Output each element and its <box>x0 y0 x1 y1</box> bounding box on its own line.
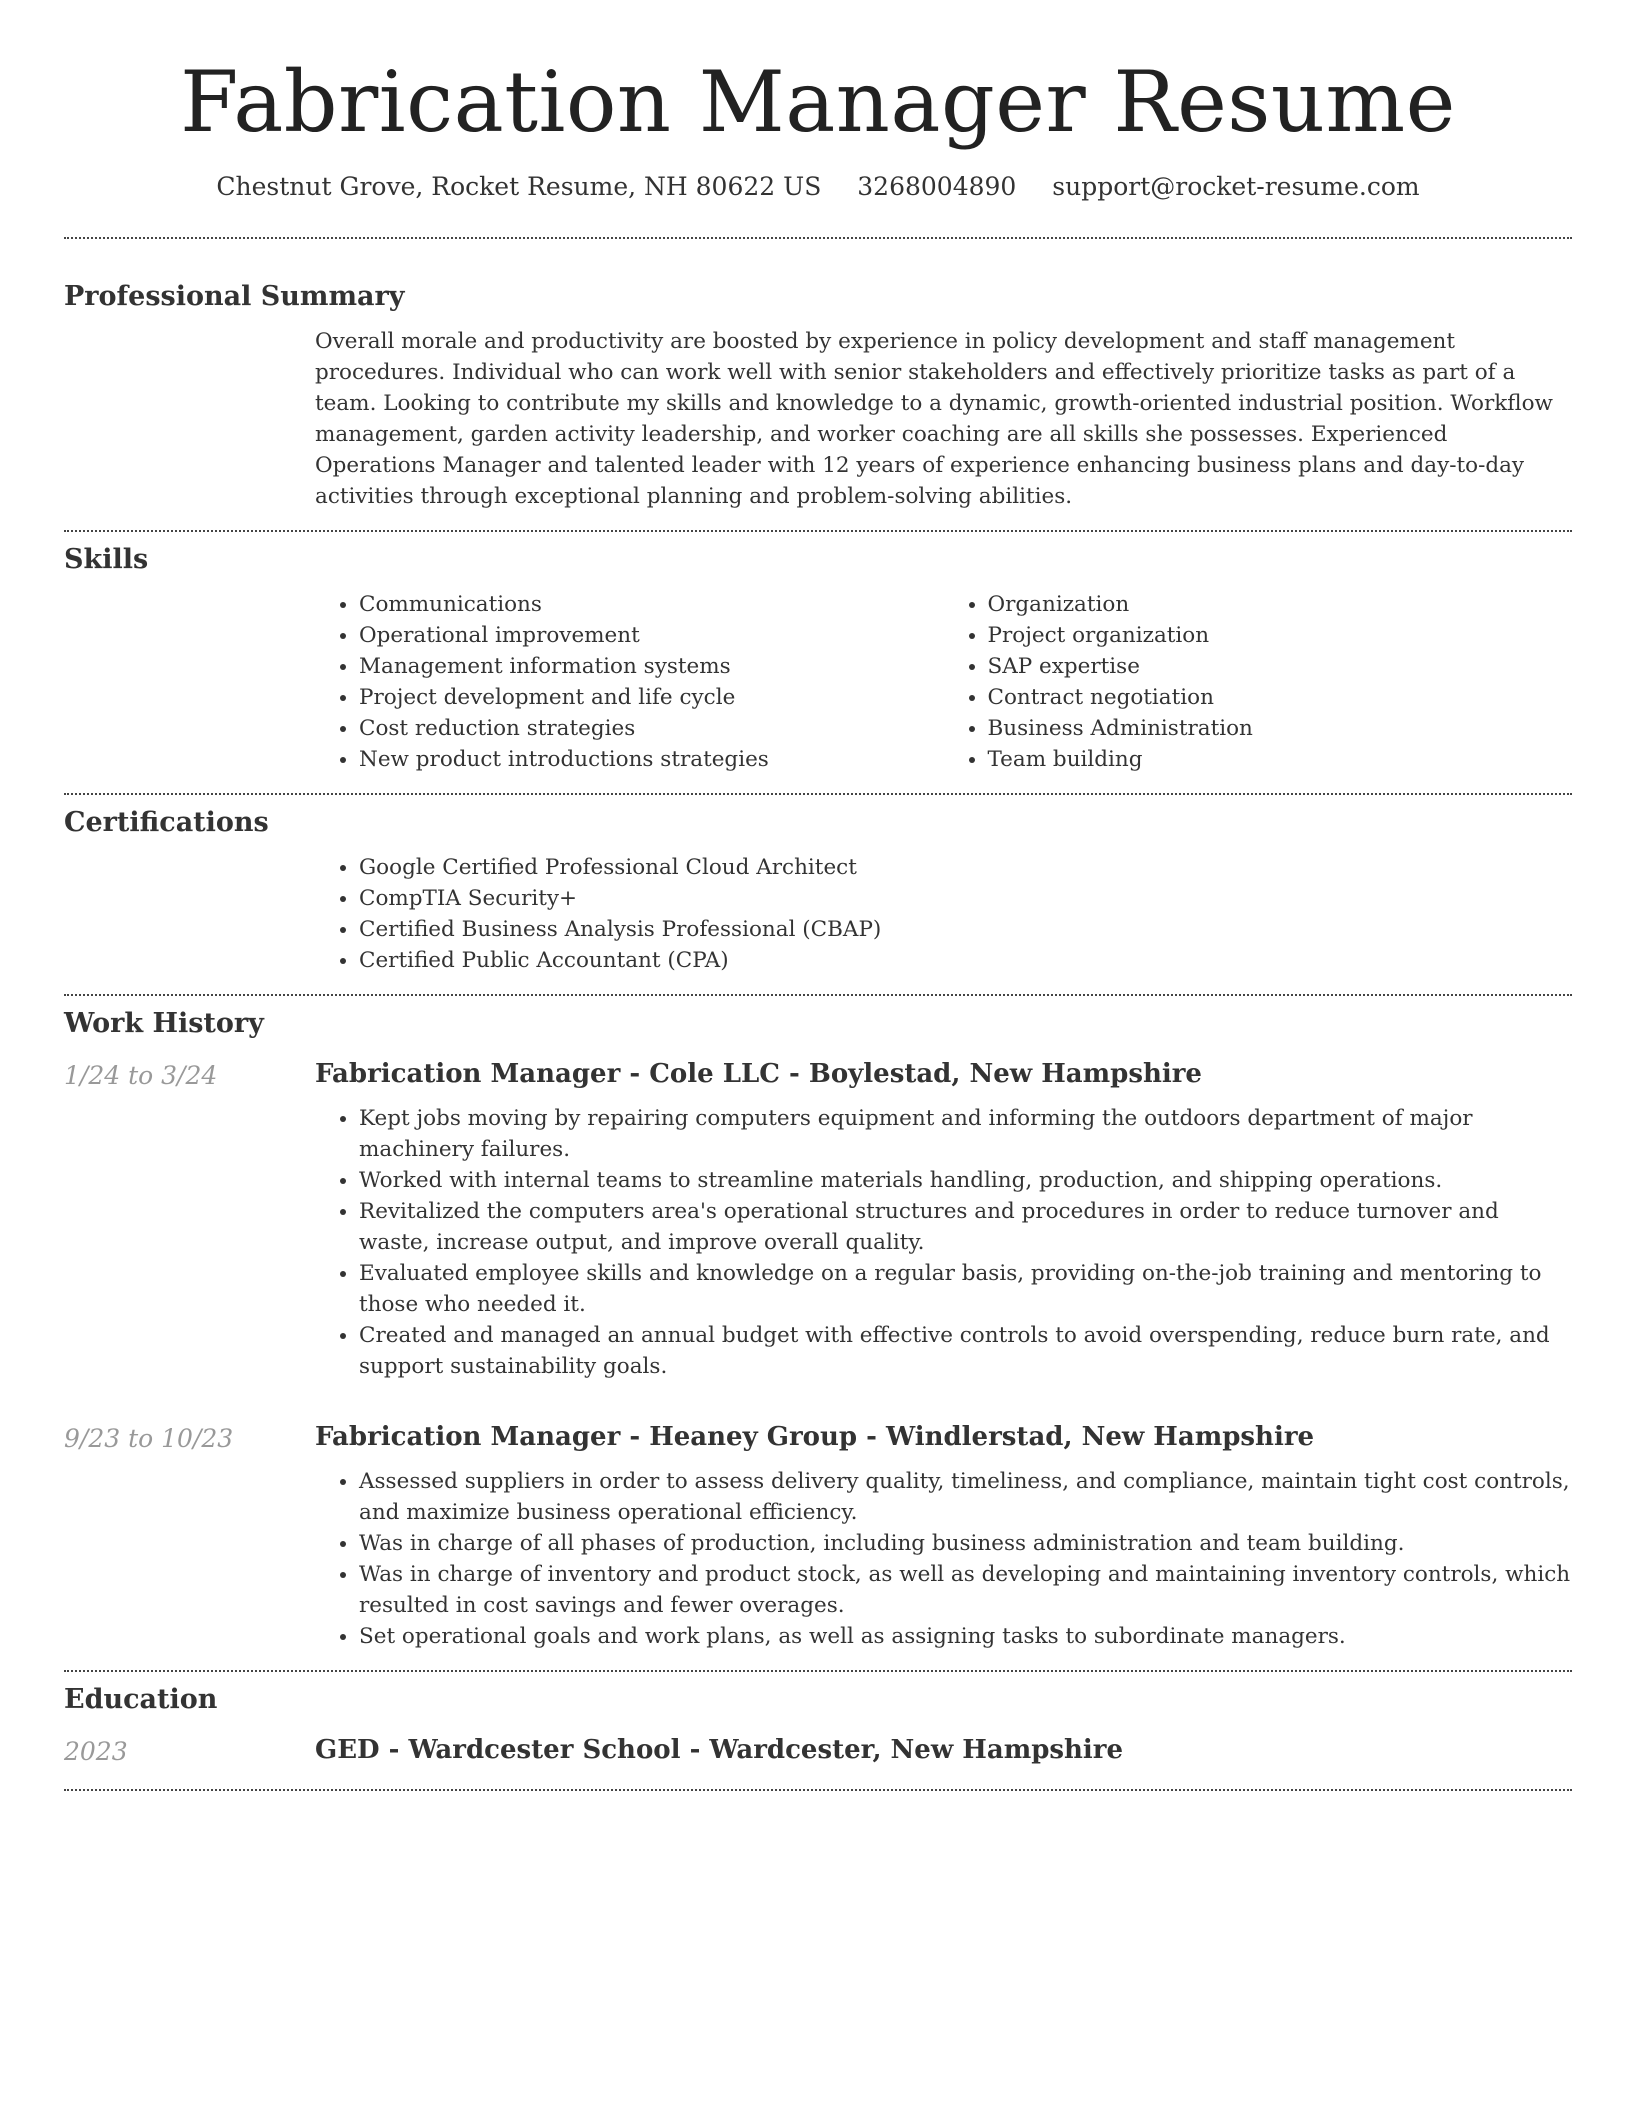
skill-item: • SAP expertise <box>988 651 1573 682</box>
divider <box>64 530 1572 532</box>
divider <box>64 1670 1572 1672</box>
skill-item: • Team building <box>988 744 1573 775</box>
job-bullet: • Was in charge of inventory and product stock, as well as developing and maintaining inventory controls, which resulted in cost savings and fewer overages. <box>359 1559 1572 1621</box>
job-bullet: • Created and managed an annual budget with effective controls to avoid overspending, reduce burn rate, and support sustainability goals. <box>359 1320 1572 1382</box>
divider <box>64 793 1572 795</box>
contact-address: Chestnut Grove, Rocket Resume, NH 80622 US <box>216 172 822 201</box>
skill-item: • Cost reduction strategies <box>359 713 944 744</box>
skill-item: • Operational improvement <box>359 620 944 651</box>
skill-item: • Project development and life cycle <box>359 682 944 713</box>
skills-list-right <box>944 589 1573 775</box>
certifications-section <box>64 807 1572 976</box>
job-bullet: • Worked with internal teams to streamline materials handling, production, and shipping operations. <box>359 1165 1572 1196</box>
certification-item: • CompTIA Security+ <box>359 883 1572 914</box>
resume-page <box>64 0 1572 1791</box>
divider <box>64 1789 1572 1791</box>
skill-item: • New product introductions strategies <box>359 744 944 775</box>
resume-title: Fabrication Manager Resume <box>180 53 1456 151</box>
divider <box>64 237 1572 239</box>
summary-text: Overall morale and productivity are boosted by experience in policy development and staff management procedures. Individual who can work well with senior stakeholders and effectively prioritize tasks as part of a team. Looking to contribute my skills and knowledge to a dynamic, growth-oriented industrial position. Workflow management, garden activity leadership, and worker coaching are all skills she possesses. Experienced Operations Manager and talented leader with 12 years of experience enhancing business plans and day-to-day activities through exceptional planning and problem-solving abilities. <box>315 329 1553 509</box>
skill-item: • Contract negotiation <box>988 682 1573 713</box>
divider <box>64 994 1572 996</box>
job-bullet: • Was in charge of all phases of production, including business administration and team building. <box>359 1528 1572 1559</box>
certification-item: • Certified Business Analysis Professional (CBAP) <box>359 914 1572 945</box>
job-bullets <box>315 1466 1572 1652</box>
certification-item: • Google Certified Professional Cloud Architect <box>359 852 1572 883</box>
work-history-section <box>64 1008 1572 1652</box>
job-entry <box>64 1059 1572 1382</box>
job-bullets <box>315 1103 1572 1382</box>
skill-item: • Management information systems <box>359 651 944 682</box>
contact-line <box>64 172 1572 201</box>
skill-item: • Communications <box>359 589 944 620</box>
job-bullet: • Revitalized the computers area's operational structures and procedures in order to reduce turnover and waste, increase output, and improve overall quality. <box>359 1196 1572 1258</box>
job-bullet: • Assessed suppliers in order to assess delivery quality, timeliness, and compliance, maintain tight cost controls, and maximize business operational efficiency. <box>359 1466 1572 1528</box>
summary-section <box>64 281 1572 512</box>
education-section <box>64 1684 1572 1765</box>
contact-email: support@rocket-resume.com <box>1052 172 1420 201</box>
skills-list-left <box>315 589 944 775</box>
job-dates: 9/23 to 10/23 <box>64 1424 234 1453</box>
education-heading-line: GED - Wardcester School - Wardcester, New Hampshire <box>315 1735 1124 1765</box>
education-entry <box>64 1735 1572 1765</box>
job-bullet: • Evaluated employee skills and knowledge on a regular basis, providing on-the-job training and mentoring to those who needed it. <box>359 1258 1572 1320</box>
summary-heading: Professional Summary <box>64 281 405 312</box>
skill-item: • Project organization <box>988 620 1573 651</box>
job-entry <box>64 1422 1572 1652</box>
education-heading: Education <box>64 1684 218 1715</box>
job-bullet: • Set operational goals and work plans, as well as assigning tasks to subordinate managers. <box>359 1621 1572 1652</box>
job-heading: Fabrication Manager - Cole LLC - Boylestad, New Hampshire <box>315 1059 1202 1089</box>
skills-heading: Skills <box>64 544 149 575</box>
job-dates: 1/24 to 3/24 <box>64 1061 218 1090</box>
skills-section <box>64 544 1572 775</box>
contact-phone: 3268004890 <box>857 172 1017 201</box>
job-bullet: • Kept jobs moving by repairing computers equipment and informing the outdoors department of major machinery failures. <box>359 1103 1572 1165</box>
certifications-list <box>315 852 1572 976</box>
skill-item: • Business Administration <box>988 713 1573 744</box>
certification-item: • Certified Public Accountant (CPA) <box>359 945 1572 976</box>
education-date: 2023 <box>64 1737 128 1766</box>
job-heading: Fabrication Manager - Heaney Group - Windlerstad, New Hampshire <box>315 1422 1315 1452</box>
work-history-heading: Work History <box>64 1008 264 1039</box>
skill-item: • Organization <box>988 589 1573 620</box>
certifications-heading: Certifications <box>64 807 269 838</box>
